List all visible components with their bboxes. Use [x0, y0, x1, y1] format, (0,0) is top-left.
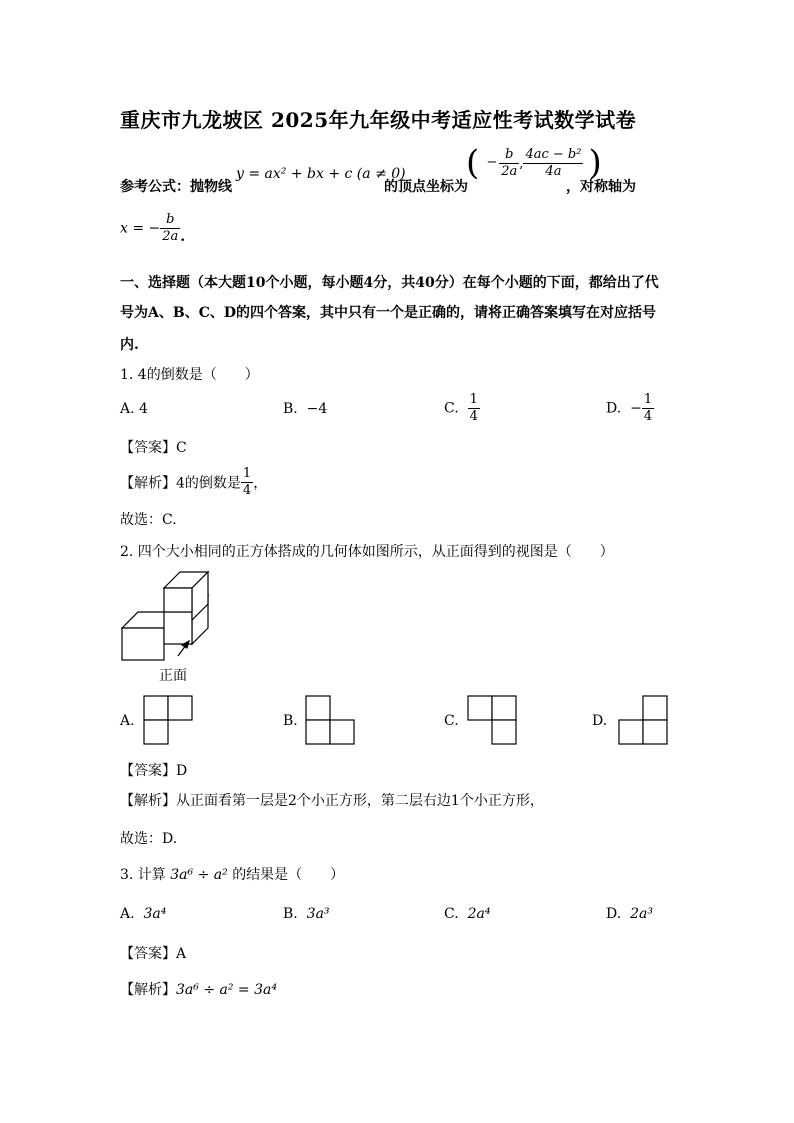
q3-answer: 【答案】A [120, 946, 187, 962]
q1-c-label: C. [444, 400, 459, 417]
q1-analysis [120, 466, 267, 499]
q3-analysis [120, 979, 277, 999]
q2-analysis: 【解析】从正面看第一层是2个小正方形，第二层右边1个小正方形， [120, 793, 544, 809]
front-label: 正面 [159, 668, 187, 684]
q3-option-b [283, 906, 330, 922]
q3-stem-prefix: 3. 计算 [120, 867, 166, 883]
axis-end: . [180, 229, 186, 245]
q1-option-d [606, 392, 654, 425]
section1-line3: 内. [120, 337, 139, 353]
axis-num: b [160, 212, 180, 229]
q1-analysis-num: 1 [242, 466, 252, 481]
q2-option-c-view [466, 694, 518, 746]
q2-a-label: A. [120, 713, 135, 729]
q3-d-label: D. [606, 906, 622, 922]
q3-c-value: 2a⁴ [467, 906, 491, 922]
q1-answer: 【答案】C [120, 440, 187, 456]
q3-option-c [444, 906, 490, 922]
q2-option-a-view [142, 694, 194, 746]
cube-front-face [122, 628, 164, 660]
q3-d-value: 2a³ [630, 906, 653, 922]
q1-analysis-end: ， [253, 475, 268, 492]
q1-d-num: 1 [643, 392, 653, 407]
page-title: 重庆市九龙坡区 2025年九年级中考适应性考试数学试卷 [120, 108, 637, 132]
vertex-x-den: 2a [501, 163, 518, 179]
q3-a-value: 3a⁴ [143, 906, 167, 922]
q3-stem-suffix: 的结果是（ ） [232, 867, 345, 883]
q1-c-den: 4 [469, 409, 478, 424]
q3-analysis-prefix: 【解析】 [120, 982, 176, 998]
axis-lhs: x = − [120, 220, 161, 237]
section1-line2: 号为A、B、C、D的四个答案，其中只有一个是正确的，请将正确答案填写在对应括号 [120, 305, 656, 321]
q1-option-c [444, 392, 480, 425]
q1-c-num: 1 [469, 392, 478, 407]
q3-analysis-expr: 3a⁶ ÷ a² = 3a⁴ [176, 982, 277, 998]
axis-den: 2a [162, 229, 179, 244]
q1-b-label: B. [283, 401, 298, 417]
q3-stem-expr: 3a⁶ ÷ a² [170, 867, 228, 883]
q2-choose: 故选：D. [120, 831, 178, 847]
q1-analysis-prefix: 【解析】4的倒数是 [120, 475, 241, 492]
parabola-formula: y = ax² + bx + c (a ≠ 0) [236, 166, 406, 182]
q3-stem [120, 864, 344, 884]
axis-formula [120, 212, 185, 245]
q1-analysis-den: 4 [242, 483, 252, 498]
q1-choose: 故选：C. [120, 512, 177, 528]
cube-front-face [164, 588, 192, 612]
q1-b-value: −4 [306, 401, 328, 417]
q3-b-label: B. [283, 906, 298, 922]
axis-text: ，对称轴为 [566, 179, 636, 195]
q3-b-value: 3a³ [306, 906, 330, 922]
q3-c-label: C. [444, 906, 459, 922]
q2-option-b-view [304, 694, 356, 746]
cube-front-face [164, 612, 192, 644]
q1-d-den: 4 [643, 409, 653, 424]
q1-stem: 1. 4的倒数是（ ） [120, 367, 259, 383]
formula-line [120, 176, 232, 196]
q2-c-label: C. [444, 713, 459, 729]
vertex-x-num: b [499, 147, 519, 164]
q1-option-a: A. 4 [120, 401, 148, 417]
q2-stem: 2. 四个大小相同的正方体搭成的几何体如图所示，从正面得到的视图是（ ） [120, 544, 614, 560]
vertex-y-num: 4ac − b² [525, 146, 582, 162]
q2-b-label: B. [283, 713, 298, 729]
vertex-coordinate: ( − $\frac{b}{2a}$ , $\frac{\text{4ac − b²}}{4a}$ ) [466, 143, 602, 183]
cube-figure [118, 568, 218, 664]
q3-option-a [120, 906, 166, 922]
q3-a-label: A. [120, 906, 135, 922]
q2-d-label: D. [592, 713, 608, 729]
q1-d-sign: − [630, 400, 642, 417]
q1-option-b [283, 401, 327, 417]
q3-option-d [606, 906, 653, 922]
section1-line1: 一、选择题（本大题10个小题，每小题4分，共40分）在每个小题的下面，都给出了代 [120, 275, 659, 291]
q2-answer: 【答案】D [120, 763, 188, 779]
formula-prefix: 参考公式：抛物线 [120, 179, 232, 195]
q1-d-label: D. [606, 400, 622, 417]
q2-option-d-view [615, 694, 669, 746]
vertex-y-den: 4a [545, 163, 562, 179]
vertex-text: 的顶点坐标为 [384, 179, 468, 195]
